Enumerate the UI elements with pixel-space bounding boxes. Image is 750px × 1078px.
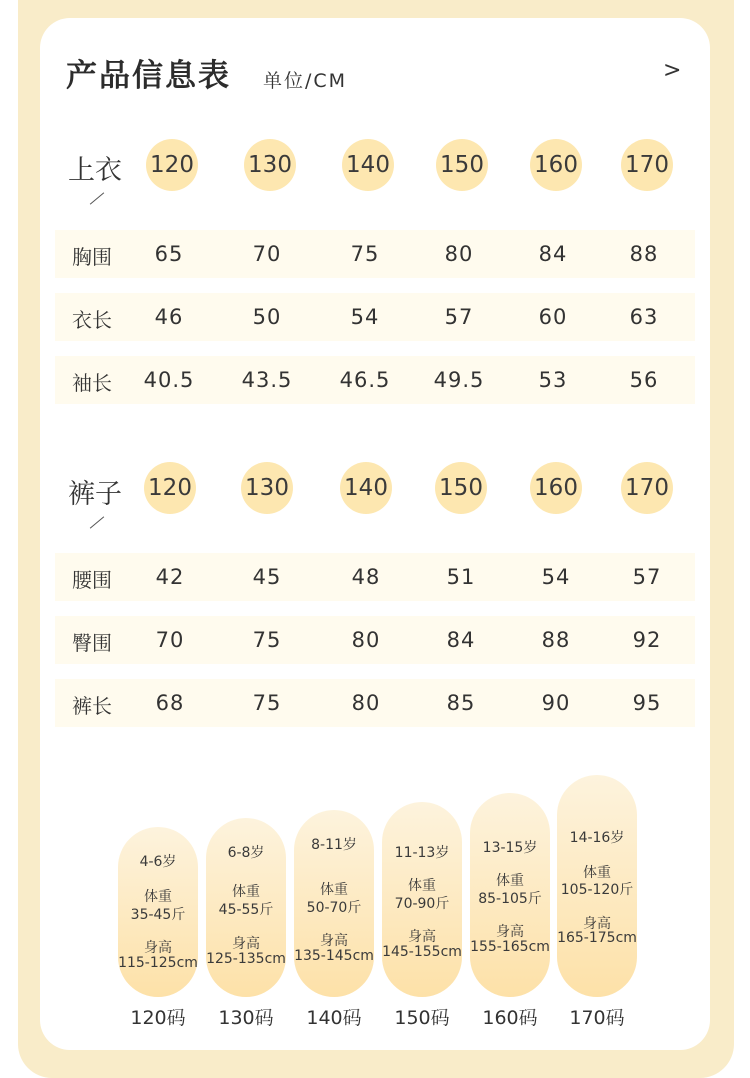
size-guide-pill	[206, 818, 286, 997]
size-guide-pill	[294, 810, 374, 997]
height-range: 115-125cm	[118, 955, 198, 971]
table-row	[55, 293, 695, 341]
table-cell: 42	[155, 565, 185, 589]
row-label: 袖长	[72, 371, 112, 395]
weight-range: 50-70斤	[306, 900, 362, 916]
size-code-label: 150码	[394, 1007, 450, 1029]
row-label: 衣长	[72, 308, 112, 332]
age-range: 14-16岁	[569, 830, 625, 846]
table-row	[55, 553, 695, 601]
table-cell: 80	[351, 628, 381, 652]
age-range: 4-6岁	[139, 854, 177, 870]
table-cell: 88	[629, 242, 659, 266]
pants-size-header: 170	[621, 462, 673, 514]
size-guide-pill	[118, 827, 198, 997]
size-guide-pill	[557, 775, 637, 997]
table-cell: 80	[351, 691, 381, 715]
height-range: 145-155cm	[382, 944, 462, 960]
table-cell: 95	[632, 691, 662, 715]
pants-size-header: 120	[144, 462, 196, 514]
table-cell: 75	[350, 242, 380, 266]
pants-size-header: 130	[241, 462, 293, 514]
page-title: 产品信息表	[66, 58, 231, 94]
pants-size-header: 150	[435, 462, 487, 514]
table-cell: 85	[446, 691, 476, 715]
table-cell: 57	[632, 565, 662, 589]
table-cell: 45	[252, 565, 282, 589]
chevron-right-icon[interactable]: >	[663, 58, 682, 83]
unit-label: 单位/CM	[263, 70, 348, 92]
weight-label: 体重	[496, 873, 524, 889]
table-cell: 68	[155, 691, 185, 715]
height-label: 身高	[144, 940, 172, 956]
row-label: 腰围	[72, 568, 112, 592]
table-cell: 56	[629, 368, 659, 392]
size-guide-pill	[470, 793, 550, 997]
table-row	[55, 230, 695, 278]
row-label: 臀围	[72, 631, 112, 655]
height-label: 身高	[583, 916, 611, 932]
table-cell: 46.5	[339, 368, 391, 392]
table-cell: 84	[446, 628, 476, 652]
weight-range: 35-45斤	[130, 907, 186, 923]
table-cell: 54	[541, 565, 571, 589]
table-cell: 60	[538, 305, 568, 329]
height-label: 身高	[232, 936, 260, 952]
table-cell: 50	[252, 305, 282, 329]
age-range: 8-11岁	[311, 837, 357, 853]
table-cell: 49.5	[433, 368, 485, 392]
table-cell: 48	[351, 565, 381, 589]
age-range: 6-8岁	[227, 845, 265, 861]
table-cell: 75	[252, 691, 282, 715]
table-cell: 70	[155, 628, 185, 652]
size-code-label: 120码	[130, 1007, 186, 1029]
table-cell: 54	[350, 305, 380, 329]
table-cell: 53	[538, 368, 568, 392]
weight-range: 70-90斤	[394, 896, 450, 912]
top-size-header: 150	[436, 139, 488, 191]
weight-label: 体重	[408, 878, 436, 894]
height-label: 身高	[408, 929, 436, 945]
table-row	[55, 356, 695, 404]
top-size-header: 130	[244, 139, 296, 191]
top-size-header: 160	[530, 139, 582, 191]
weight-label: 体重	[232, 884, 260, 900]
table-cell: 43.5	[241, 368, 293, 392]
top-size-header: 120	[146, 139, 198, 191]
table-cell: 51	[446, 565, 476, 589]
top-category-label: 上衣	[68, 155, 122, 186]
table-cell: 57	[444, 305, 474, 329]
pants-size-header: 140	[340, 462, 392, 514]
weight-label: 体重	[583, 865, 611, 881]
height-range: 165-175cm	[557, 930, 637, 946]
table-cell: 88	[541, 628, 571, 652]
table-cell: 84	[538, 242, 568, 266]
top-size-header: 170	[621, 139, 673, 191]
table-cell: 90	[541, 691, 571, 715]
size-code-label: 170码	[569, 1007, 625, 1029]
size-code-label: 160码	[482, 1007, 538, 1029]
table-cell: 40.5	[143, 368, 195, 392]
weight-range: 105-120斤	[560, 882, 634, 898]
row-label: 胸围	[72, 245, 112, 269]
size-code-label: 140码	[306, 1007, 362, 1029]
table-cell: 70	[252, 242, 282, 266]
top-size-header: 140	[342, 139, 394, 191]
row-label: 裤长	[72, 694, 112, 718]
weight-range: 45-55斤	[218, 902, 274, 918]
height-range: 125-135cm	[206, 951, 286, 967]
size-code-label: 130码	[218, 1007, 274, 1029]
table-cell: 65	[154, 242, 184, 266]
table-cell: 46	[154, 305, 184, 329]
height-range: 155-165cm	[470, 939, 550, 955]
table-row	[55, 679, 695, 727]
weight-range: 85-105斤	[478, 891, 542, 907]
table-row	[55, 616, 695, 664]
height-label: 身高	[496, 924, 524, 940]
table-cell: 92	[632, 628, 662, 652]
table-cell: 80	[444, 242, 474, 266]
pants-size-header: 160	[530, 462, 582, 514]
height-label: 身高	[320, 933, 348, 949]
weight-label: 体重	[144, 889, 172, 905]
age-range: 13-15岁	[482, 840, 538, 856]
size-guide-pill	[382, 802, 462, 997]
age-range: 11-13岁	[394, 845, 450, 861]
table-cell: 63	[629, 305, 659, 329]
table-cell: 75	[252, 628, 282, 652]
height-range: 135-145cm	[294, 948, 374, 964]
weight-label: 体重	[320, 882, 348, 898]
pants-category-label: 裤子	[68, 479, 122, 510]
